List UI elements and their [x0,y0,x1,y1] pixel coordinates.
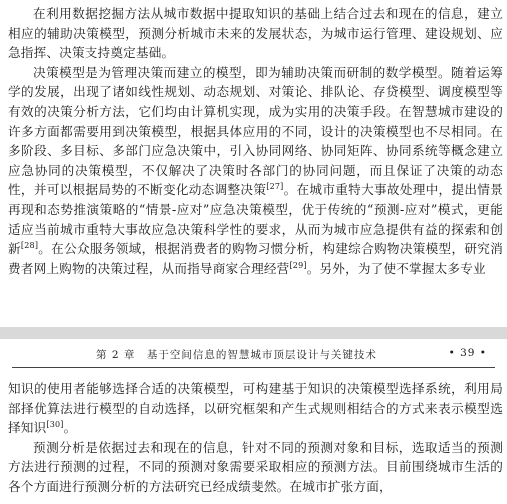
paragraph-text: 。 [63,420,77,436]
chapter-title: 第 2 章 基于空间信息的智慧城市顶层设计与关键技术 [96,349,377,361]
lower-page [0,339,507,504]
body-paragraph [8,4,503,63]
paragraph-text: 。另外，为了使不掌握太多专业 [306,260,486,276]
paragraph-text: 决策模型是为管理决策而建立的模型，即为辅助决策而研制的数学模型。随着运筹学的发展，出现了诸如线性规划、动态规划、对策论、排队论、存贷模型、调度模型等有效的决策分析方法，它们均由计算机实现，成为实用的决策手段。在智慧城市建设的许多方面都需要用到决策模型，根据具体应用的不同，设计的决策模型也不尽相同。在多阶段、多目标、多部门应急决策中，引入协同网络、协同矩阵、协同系统等概念建立应急协同的决策模型，不仅解决了决策时各部门的协同问题，而且保证了决策的动态性，并可以根据局势的不断变化动态调整决策 [8,64,503,198]
citation-marker: [28] [20,240,39,250]
paragraph-text: 在利用数据挖掘方法从城市数据中提取知识的基础上结合过去和现在的信息，建立相应的辅助决策模型，预测分析城市未来的发展状态，为城市运行管理、建设规划、应急指挥、决策支持奠定基础。 [8,6,503,61]
header-rule [12,367,495,368]
lower-page-body [8,379,503,497]
paragraph-text: 。在城市重特大事故处理中，提出情景再现和态势推演策略的“情景-应对”应急决策模型，优于传统的“预测-应对”模式，更能适应当前城市重特大事故应急决策科学性的要求，从而为城市应急提供有益的探索和创新 [8,182,503,257]
upper-page-body [8,4,503,278]
body-paragraph [8,379,503,438]
paragraph-text: 知识的使用者能够选择合适的决策模型，可构建基于知识的决策模型选择系统，利用局部择优算法进行模型的自动选择，以研究框架和产生式规则相结合的方式来表示模型选择知识 [8,381,503,436]
paragraph-text: 预测分析是依据过去和现在的信息，针对不同的预测对象和目标，选取适当的预测方法进行预测的过程，不同的预测对象需要采取相应的预测方法。目前围绕城市生活的各个方面进行预测分析的方法研究已经成绩斐然。在城市扩张方面， [8,439,503,494]
page-number: • 39 • [448,347,487,359]
body-paragraph [8,63,503,279]
citation-marker: [27] [266,182,284,192]
running-header [8,339,503,379]
citation-marker: [30] [46,420,64,429]
page-separator [0,327,507,339]
citation-marker: [29] [289,260,307,270]
paragraph-text: 。在公众服务领域，根据消费者的购物习惯分析，构建综合购物决策模型，研究消费者网上购物的决策过程，从而指导商家合理经营 [8,241,504,276]
body-paragraph [8,438,503,497]
